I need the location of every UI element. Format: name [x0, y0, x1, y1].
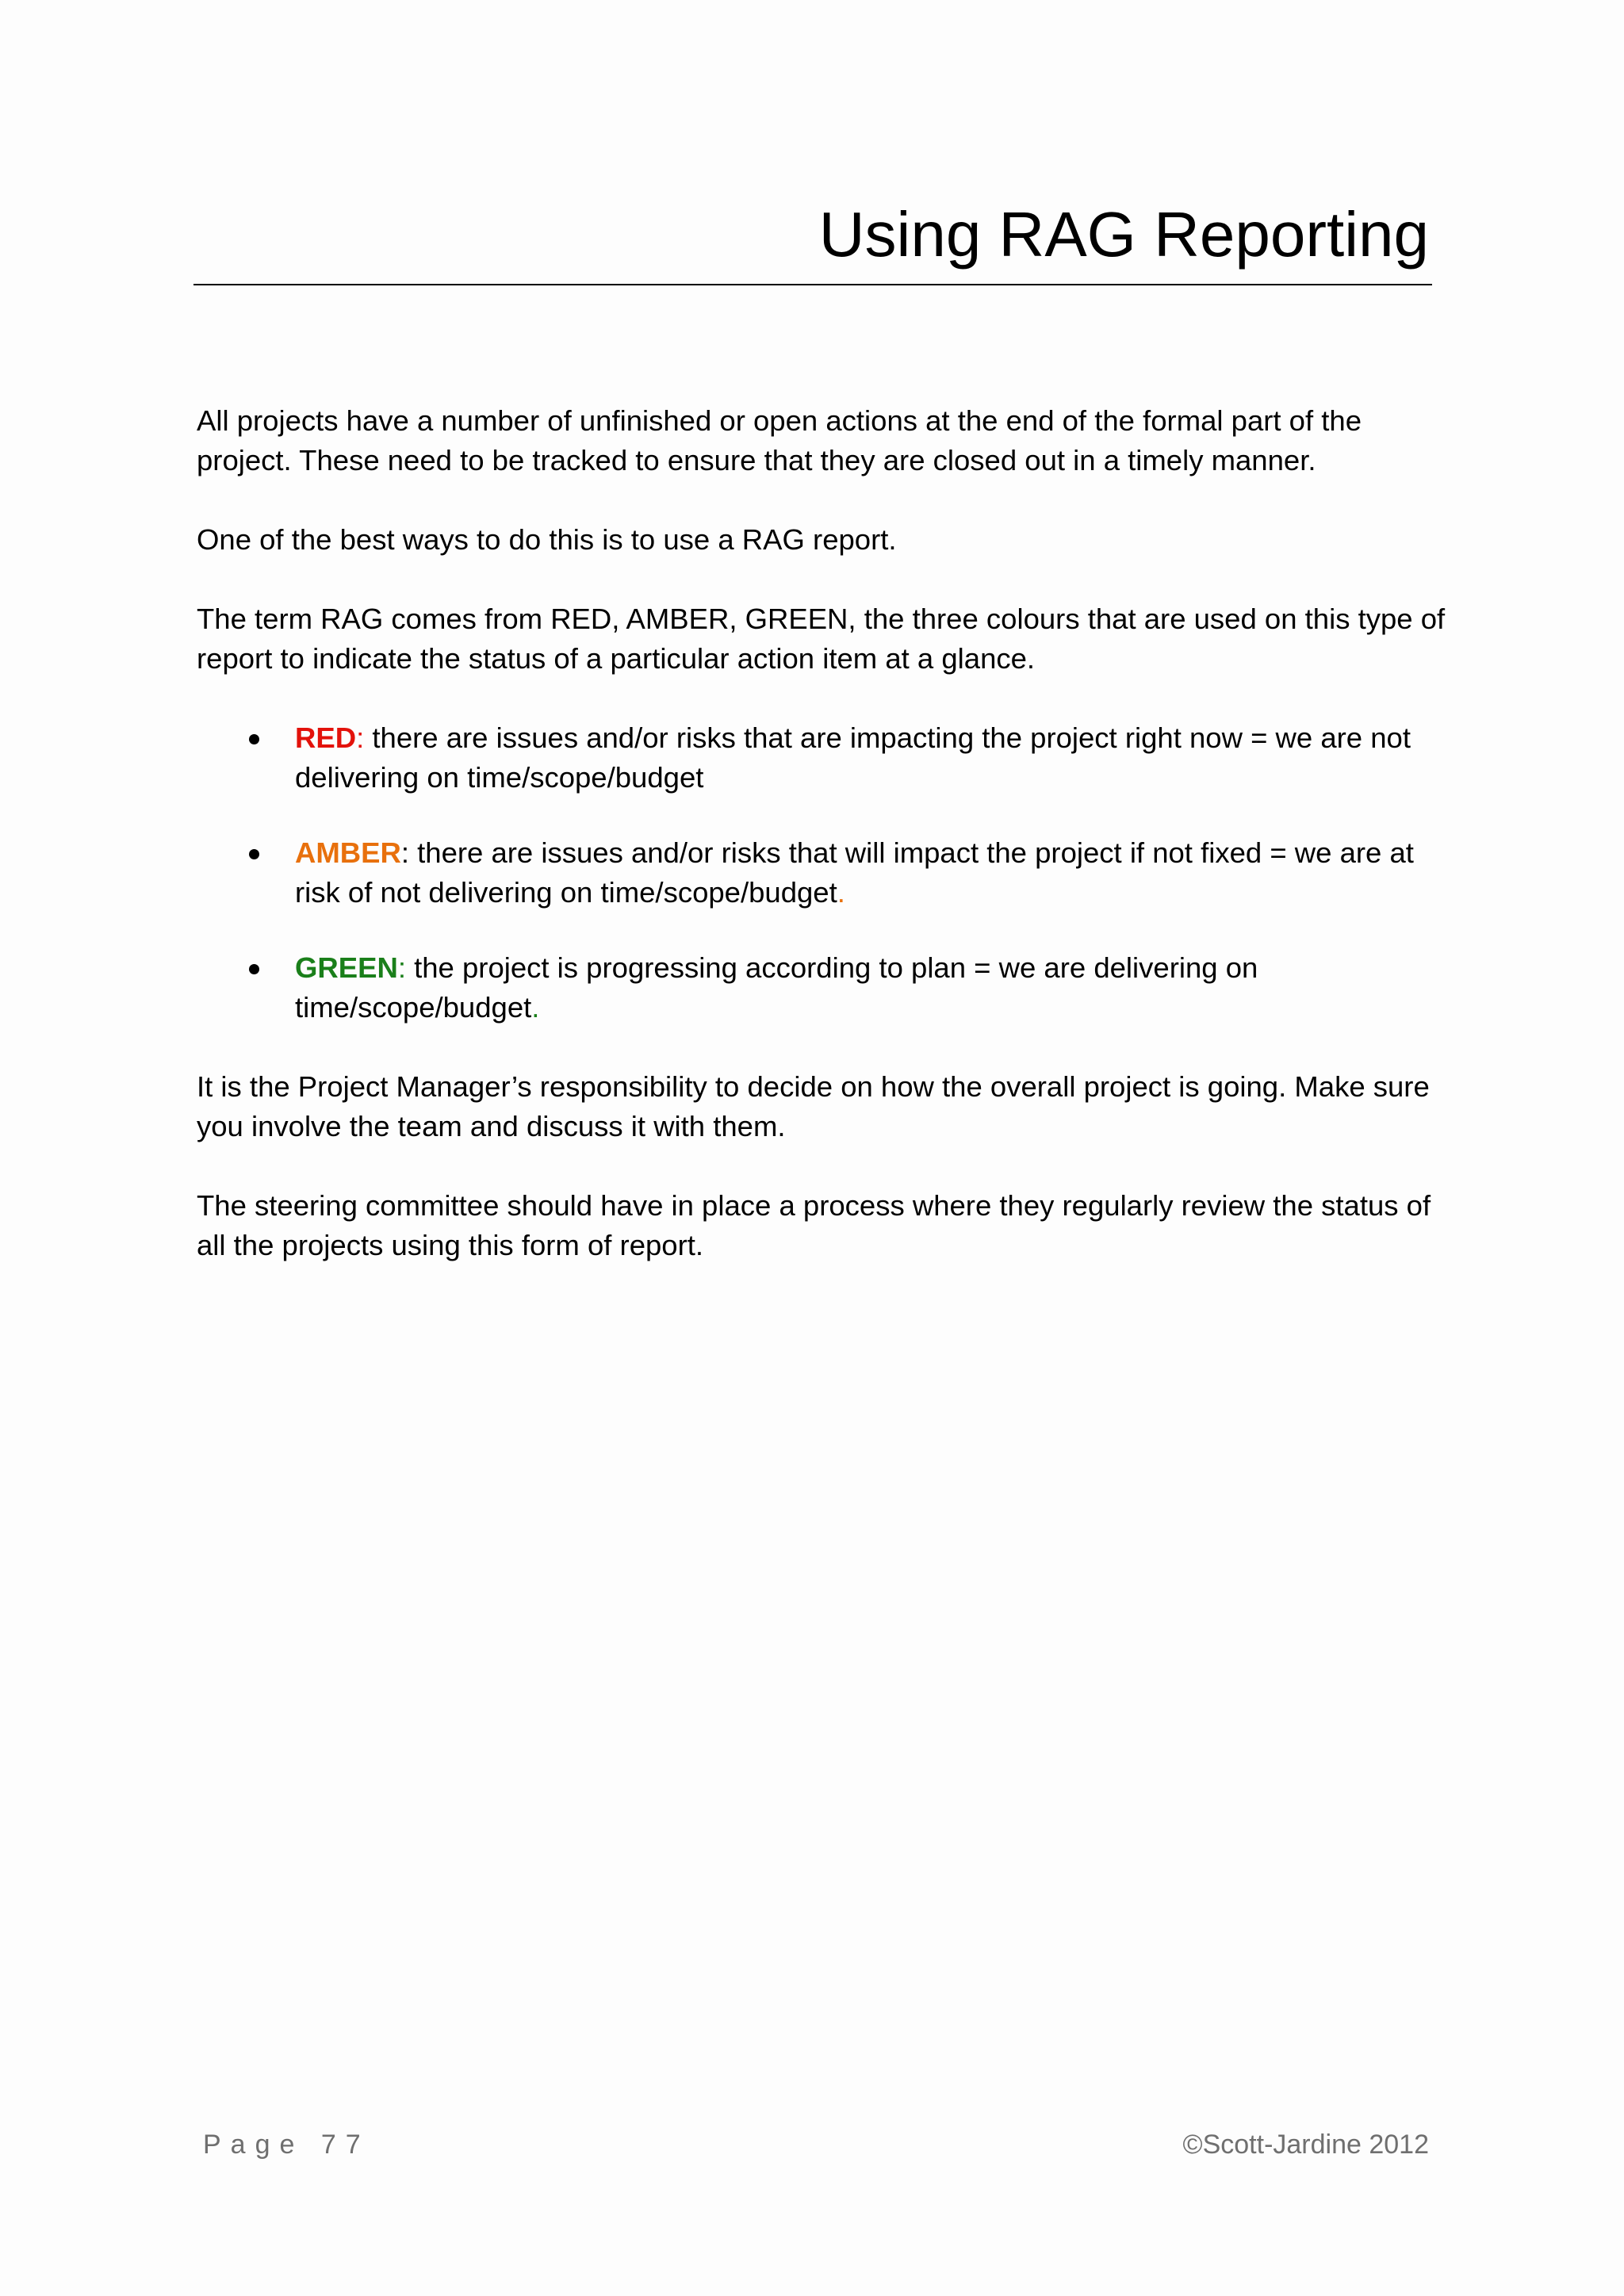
title-underline [193, 284, 1432, 285]
rag-description: the project is progressing according to plan = we are delivering on time/scope/budget [295, 951, 1258, 1024]
rag-item-green [197, 948, 1450, 1027]
rag-status-list [197, 718, 1450, 1027]
rag-item-red [197, 718, 1450, 798]
bullet-icon [249, 734, 259, 744]
rag-keyword-green: GREEN [295, 951, 398, 984]
rag-colon: : [356, 721, 365, 754]
page-title: Using RAG Reporting [818, 199, 1429, 270]
rag-description: there are issues and/or risks that will impact the project if not fixed = we are at risk of not delivering on time/scope/budget [295, 836, 1414, 909]
rag-colon: : [400, 836, 409, 869]
page-number: Page 77 [203, 2130, 370, 2160]
rag-keyword-red: RED [295, 721, 357, 754]
paragraph-rag-term: The term RAG comes from RED, AMBER, GREEN, the three colours that are used on this type of report to indicate the status of a particular action item at a glance. [197, 603, 1446, 675]
bullet-icon [249, 849, 259, 859]
rag-end-punctuation: . [837, 876, 845, 909]
bullet-icon [249, 964, 259, 974]
rag-item-amber [197, 833, 1450, 913]
paragraph-pm-responsibility: It is the Project Manager’s responsibility to decide on how the overall project is going. Make sure you involve the team and discuss it with them. [197, 1070, 1430, 1142]
rag-colon: : [397, 951, 406, 984]
rag-end-punctuation: . [531, 991, 540, 1024]
rag-description: there are issues and/or risks that are impacting the project right now = we are not delivering on time/scope/budget [295, 721, 1411, 794]
copyright-notice: ©Scott-Jardine 2012 [1182, 2130, 1429, 2160]
paragraph-steering-committee: The steering committee should have in place a process where they regularly review the status of all the projects using this form of report. [197, 1189, 1431, 1261]
document-body [197, 401, 1450, 1305]
rag-keyword-amber: AMBER [295, 836, 401, 869]
paragraph-open-actions: All projects have a number of unfinished or open actions at the end of the formal part of the project. These need to be tracked to ensure that they are closed out in a timely manner. [197, 404, 1362, 476]
paragraph-rag-report: One of the best ways to do this is to use a RAG report. [197, 523, 897, 556]
